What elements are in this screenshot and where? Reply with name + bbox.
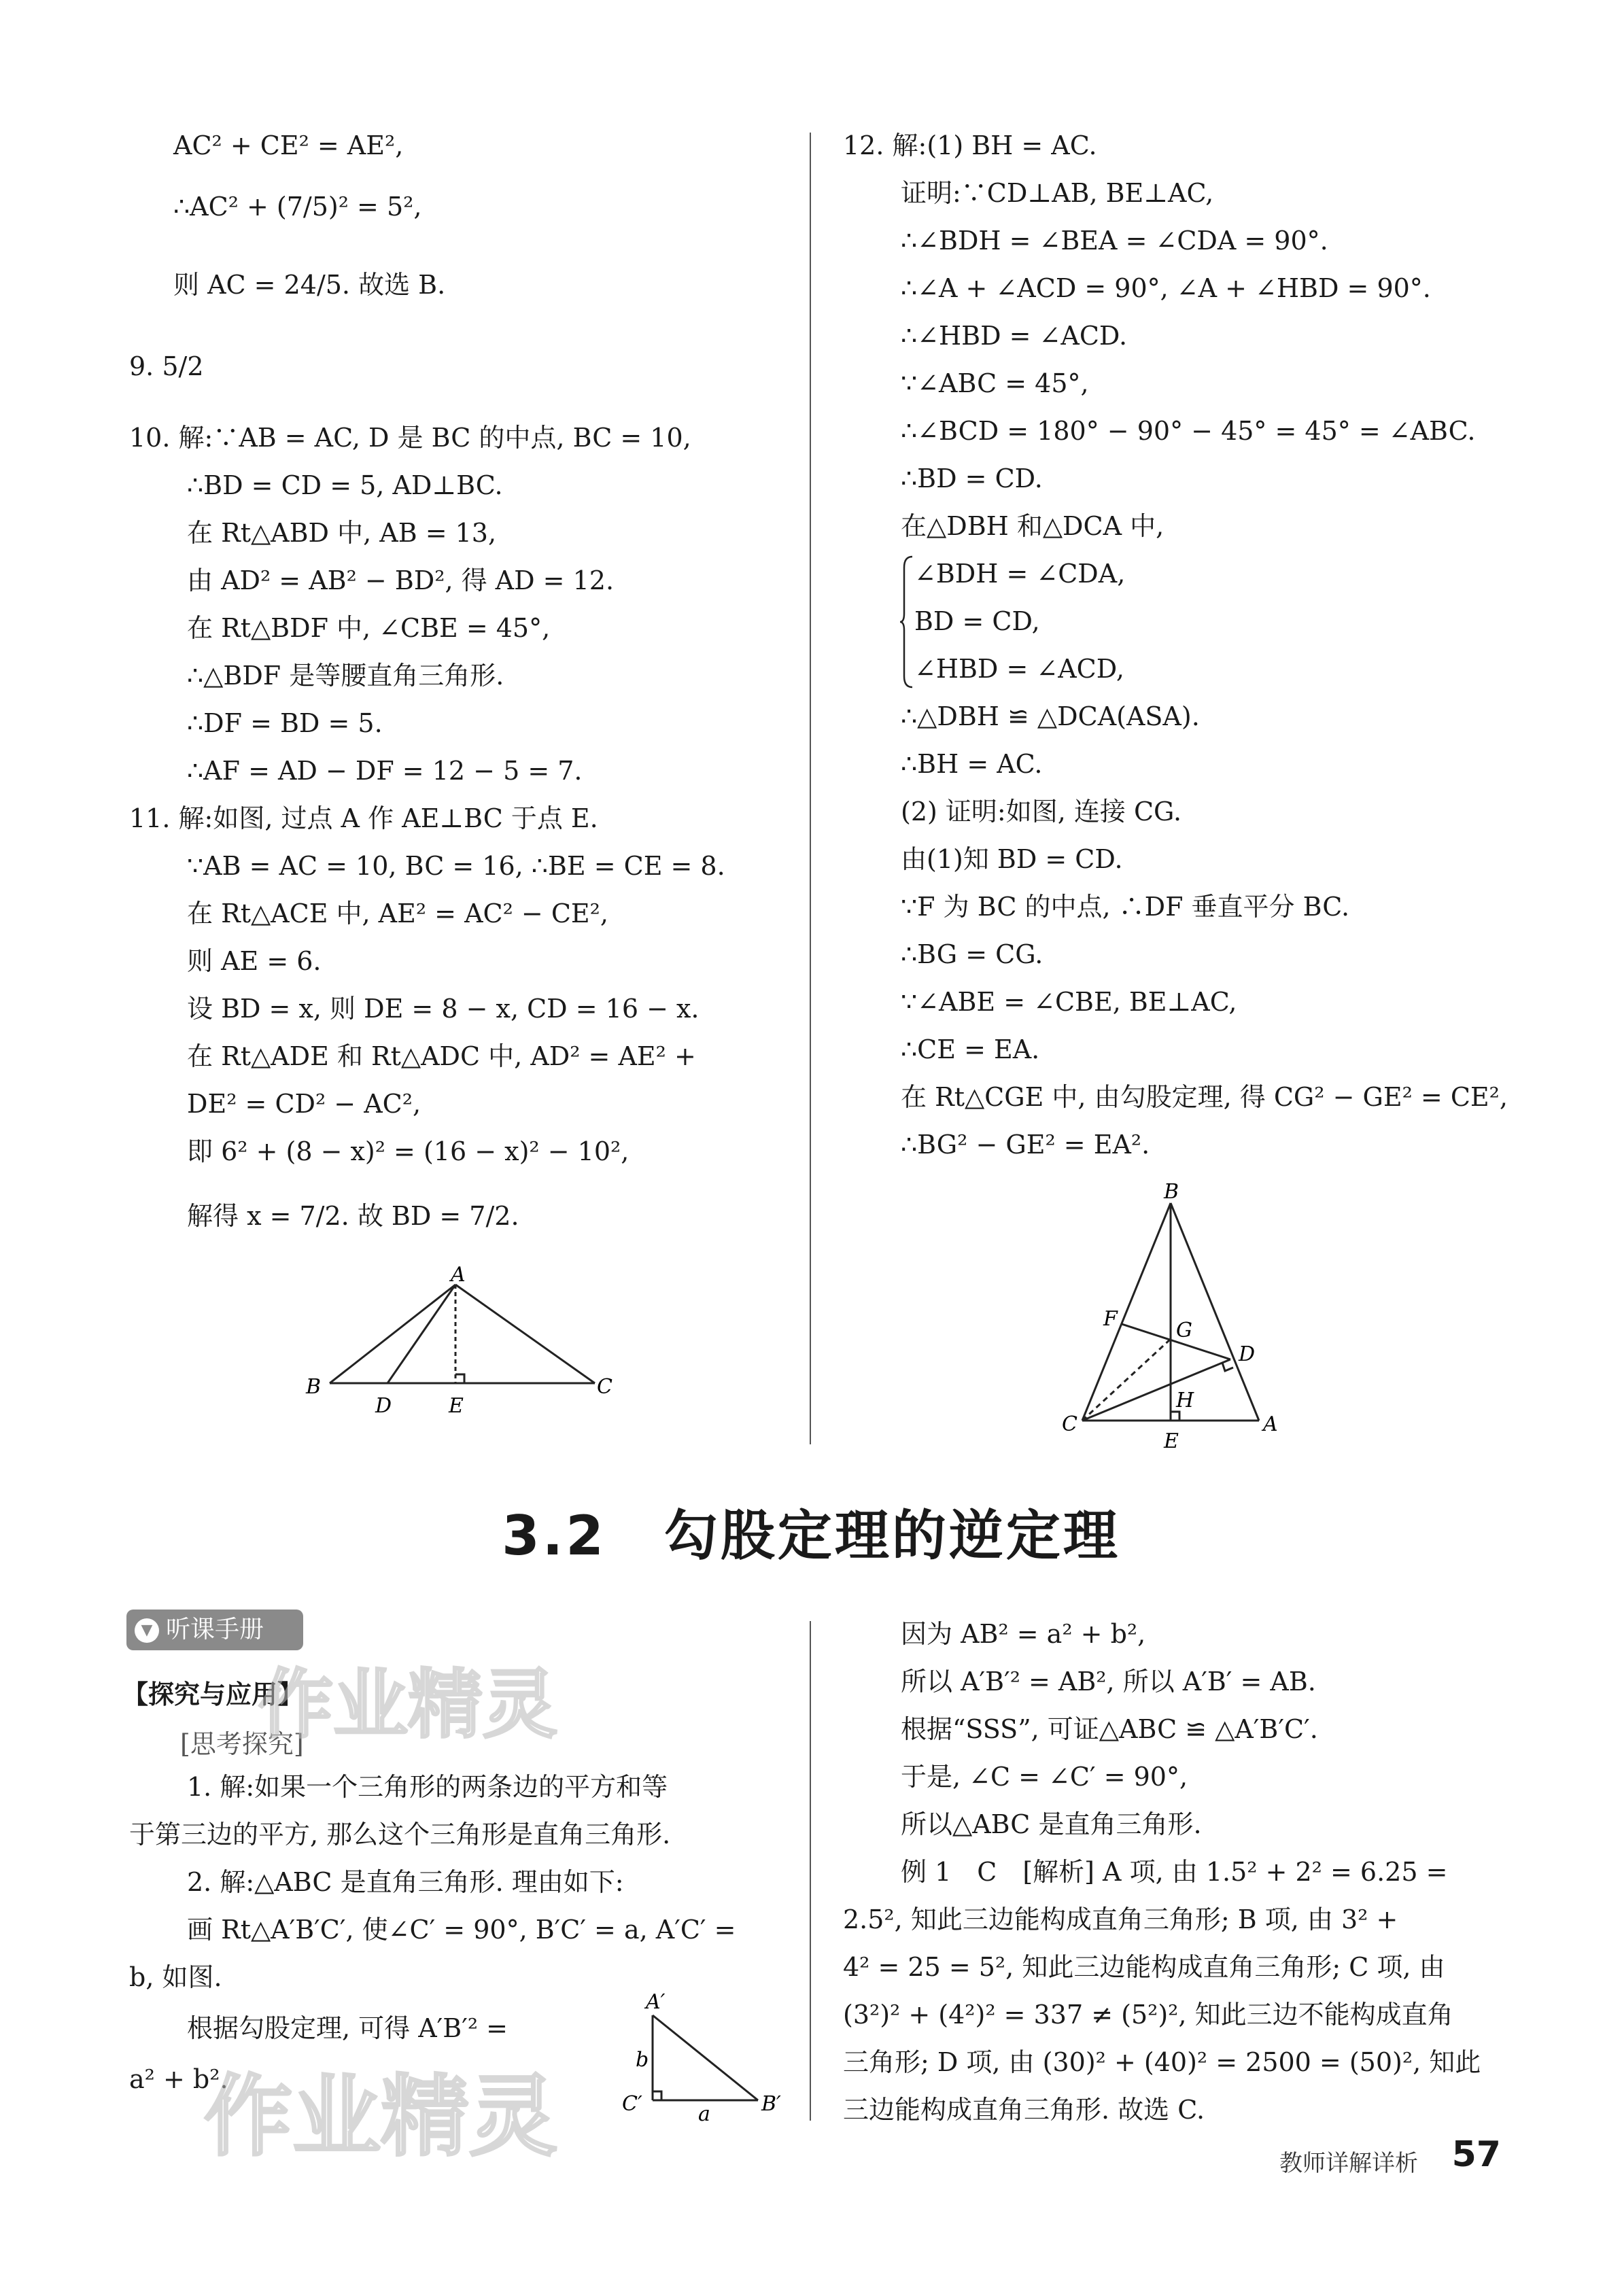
text-line: ∴BD = CD = 5, AD⊥BC. [187, 470, 503, 500]
text-line: 2.5², 知此三边能构成直角三角形; B 项, 由 3² + [843, 1904, 1398, 1934]
text-line: 于是, ∠C = ∠C′ = 90°, [901, 1762, 1188, 1792]
text-line: 所以△ABC 是直角三角形. [901, 1809, 1202, 1839]
text-line: 三边能构成直角三角形. 故选 C. [843, 2095, 1205, 2125]
label-E: E [1164, 1429, 1179, 1451]
text-line: 所以 A′B′² = AB², 所以 A′B′ = AB. [901, 1667, 1316, 1697]
think-tag: [思考探究] [180, 1729, 304, 1759]
text-line: 画 Rt△A′B′C′, 使∠C′ = 90°, B′C′ = a, A′C′ = [187, 1915, 736, 1945]
column-divider-bottom [810, 1621, 811, 2121]
text-line: 由 AD² = AB² − BD², 得 AD = 12. [187, 566, 615, 595]
text-line: ∴BG² − GE² = EA². [901, 1130, 1150, 1160]
label-A-prime: A′ [646, 1990, 666, 2014]
text-line: ∴△DBH ≌ △DCA(ASA). [901, 701, 1200, 731]
text-line: b, 如图. [129, 1962, 222, 1992]
figure-right-triangle [622, 1988, 799, 2124]
text-line: 在 Rt△ADE 和 Rt△ADC 中, AD² = AE² + [187, 1041, 696, 1071]
brace-line: BD = CD, [914, 606, 1040, 636]
text-line: 设 BD = x, 则 DE = 8 − x, CD = 16 − x. [187, 994, 700, 1024]
label-G: G [1176, 1319, 1192, 1342]
explore-heading: 【探究与应用】 [122, 1680, 304, 1709]
label-C: C [597, 1375, 612, 1399]
label-A: A [451, 1263, 466, 1287]
brace-line: ∠HBD = ∠ACD, [914, 654, 1124, 684]
label-B: B [306, 1375, 322, 1399]
text-line: 三角形; D 项, 由 (30)² + (40)² = 2500 = (50)², 知此 [843, 2047, 1481, 2077]
text-line: ∵∠ABE = ∠CBE, BE⊥AC, [901, 987, 1237, 1017]
text-line: 9. 5/2 [129, 351, 204, 381]
label-H: H [1176, 1389, 1194, 1412]
text-line: 11. 解:如图, 过点 A 作 AE⊥BC 于点 E. [129, 803, 598, 833]
text-line: ∴DF = BD = 5. [187, 708, 383, 738]
text-line: ∴CE = EA. [901, 1034, 1040, 1064]
text-line: 在△DBH 和△DCA 中, [901, 511, 1164, 541]
text-line: DE² = CD² − AC², [187, 1089, 421, 1119]
text-line: 则 AC = 24/5. 故选 B. [173, 270, 446, 300]
text-line: 10. 解:∵AB = AC, D 是 BC 的中点, BC = 10, [129, 423, 691, 453]
label-A: A [1263, 1412, 1278, 1436]
chevron-down-icon: ▼ [135, 1618, 159, 1643]
text-line: ∴∠A + ∠ACD = 90°, ∠A + ∠HBD = 90°. [901, 273, 1431, 303]
text-line: 4² = 25 = 5², 知此三边能构成直角三角形; C 项, 由 [843, 1952, 1445, 1982]
text-line: ∴BH = AC. [901, 749, 1043, 779]
text-line: 由(1)知 BD = CD. [901, 844, 1123, 874]
label-D: D [1239, 1342, 1256, 1366]
text-line: ∵F 为 BC 的中点, ∴DF 垂直平分 BC. [901, 892, 1350, 922]
text-line: 在 Rt△ACE 中, AE² = AC² − CE², [187, 899, 608, 928]
text-line: 因为 AB² = a² + b², [901, 1619, 1146, 1649]
text-line: ∴∠HBD = ∠ACD. [901, 321, 1128, 351]
listen-manual-badge [126, 1610, 303, 1650]
text-line: ∴BD = CD. [901, 464, 1043, 493]
watermark: 作业精灵 [204, 2065, 558, 2168]
label-b: b [636, 2048, 649, 2072]
text-line: 12. 解:(1) BH = AC. [843, 131, 1097, 160]
column-divider-top [810, 133, 811, 1444]
text-line: ∴AF = AD − DF = 12 − 5 = 7. [187, 756, 583, 786]
text-line: 于第三边的平方, 那么这个三角形是直角三角形. [129, 1820, 671, 1849]
text-line: (2) 证明:如图, 连接 CG. [901, 797, 1182, 827]
label-B: B [1164, 1180, 1179, 1204]
text-line: 在 Rt△ABD 中, AB = 13, [187, 518, 497, 548]
text-line: ∴BG = CG. [901, 939, 1043, 969]
label-E: E [449, 1394, 464, 1418]
text-line: 1. 解:如果一个三角形的两条边的平方和等 [187, 1772, 668, 1802]
text-line: 根据“SSS”, 可证△ABC ≌ △A′B′C′. [901, 1714, 1318, 1744]
text-line: 则 AE = 6. [187, 946, 322, 976]
text-line: AC² + CE² = AE², [173, 131, 404, 160]
text-line: (3²)² + (4²)² = 337 ≠ (5²)², 知此三边不能构成直角 [843, 2000, 1453, 2030]
label-F: F [1103, 1307, 1118, 1331]
text-line: 在 Rt△BDF 中, ∠CBE = 45°, [187, 613, 551, 643]
text-line: 在 Rt△CGE 中, 由勾股定理, 得 CG² − GE² = CE², [901, 1082, 1508, 1112]
text-line: ∴∠BCD = 180° − 90° − 45° = 45° = ∠ABC. [901, 416, 1476, 446]
badge-label: 听课手册 [166, 1616, 264, 1643]
figure-problem-12 [1047, 1179, 1305, 1451]
text-line: a² + b². [129, 2064, 228, 2094]
label-D: D [375, 1394, 392, 1418]
watermark: 作业精灵 [258, 1661, 557, 1748]
section-title: 3.2 勾股定理的逆定理 [502, 1504, 1120, 1567]
label-a: a [698, 2102, 710, 2124]
text-line: 根据勾股定理, 可得 A′B′² = [187, 2013, 508, 2043]
figure-problem-11 [292, 1257, 619, 1421]
text-line: ∴AC² + (7/5)² = 5², [173, 192, 422, 222]
footer-text: 教师详解详析 [1279, 2150, 1418, 2177]
text-line: ∵∠ABC = 45°, [901, 368, 1089, 398]
page-number: 57 [1451, 2134, 1501, 2175]
text-line: ∴△BDF 是等腰直角三角形. [187, 661, 504, 691]
label-B-prime: B′ [761, 2092, 781, 2116]
text-line: 例 1 C [解析] A 项, 由 1.5² + 2² = 6.25 = [901, 1857, 1448, 1887]
label-C: C [1062, 1412, 1077, 1436]
left-brace [899, 554, 915, 690]
text-line: 证明:∵CD⊥AB, BE⊥AC, [901, 178, 1214, 208]
label-C-prime: C′ [622, 2092, 642, 2116]
text-line: 即 6² + (8 − x)² = (16 − x)² − 10², [187, 1136, 629, 1166]
text-line: 2. 解:△ABC 是直角三角形. 理由如下: [187, 1867, 624, 1897]
brace-line: ∠BDH = ∠CDA, [914, 559, 1126, 589]
text-line: ∵AB = AC = 10, BC = 16, ∴BE = CE = 8. [187, 851, 725, 881]
text-line: 解得 x = 7/2. 故 BD = 7/2. [187, 1201, 519, 1231]
text-line: ∴∠BDH = ∠BEA = ∠CDA = 90°. [901, 226, 1328, 256]
